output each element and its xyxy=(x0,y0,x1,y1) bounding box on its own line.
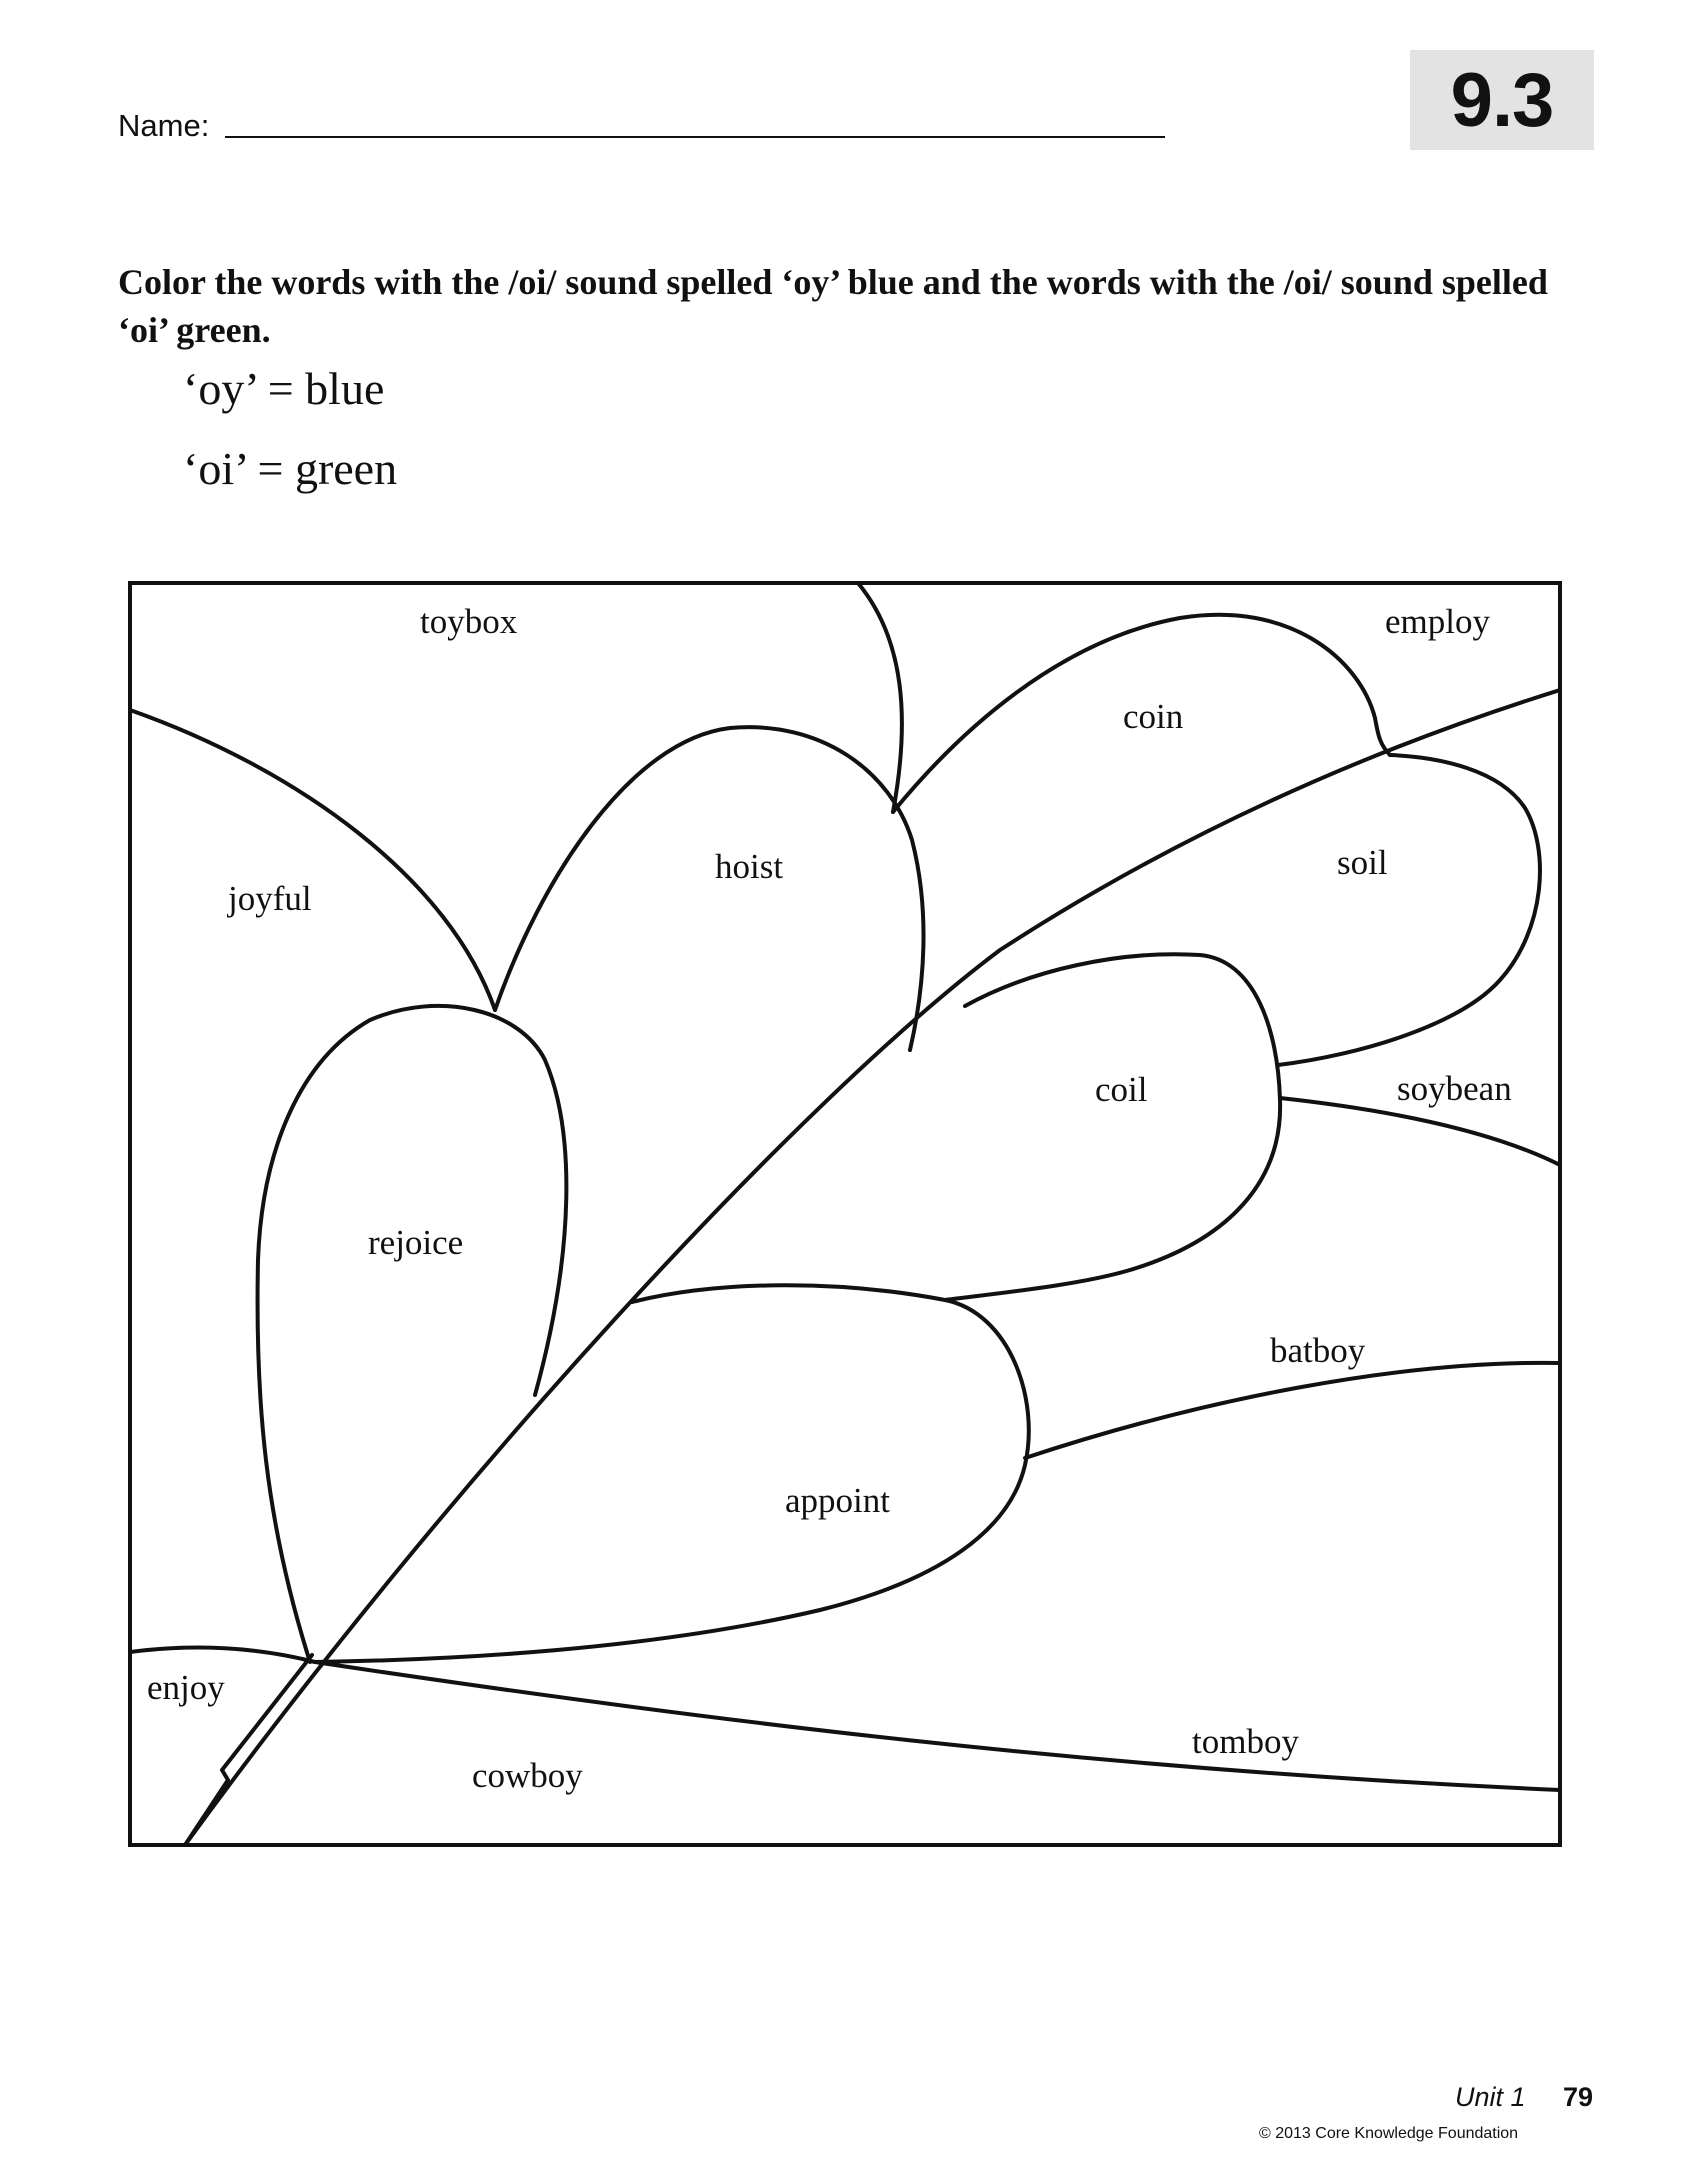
word-joyful: joyful xyxy=(228,879,312,918)
word-hoist: hoist xyxy=(715,847,784,886)
petal-rejoice xyxy=(258,1006,567,1662)
batboy-region-edge xyxy=(1025,1363,1560,1458)
lesson-badge: 9.3 xyxy=(1410,50,1594,150)
footer-unit: Unit 1 xyxy=(1455,2082,1526,2112)
word-soybean: soybean xyxy=(1397,1069,1512,1108)
name-label: Name: xyxy=(118,108,210,143)
word-employ: employ xyxy=(1385,602,1490,641)
word-enjoy: enjoy xyxy=(147,1668,225,1707)
word-appoint: appoint xyxy=(785,1481,890,1520)
footer-page-number: 79 xyxy=(1563,2082,1594,2112)
petal-coil xyxy=(945,954,1280,1300)
word-coil: coil xyxy=(1095,1070,1148,1109)
word-soil: soil xyxy=(1337,843,1388,882)
petal-soil xyxy=(1278,755,1540,1065)
key-oi-green: ‘oi’ = green xyxy=(183,443,398,494)
word-tomboy: tomboy xyxy=(1192,1722,1299,1761)
word-cowboy: cowboy xyxy=(472,1756,583,1795)
word-rejoice: rejoice xyxy=(368,1223,464,1262)
petal-hoist xyxy=(495,727,924,1050)
toybox-region-edge xyxy=(858,583,902,812)
word-toybox: toybox xyxy=(420,602,518,641)
key-oy-blue: ‘oy’ = blue xyxy=(183,363,385,414)
joyful-region-edge xyxy=(130,710,495,1010)
petal-appoint xyxy=(315,1285,1029,1662)
instructions: Color the words with the /oi/ sound spelled ‘oy’ blue and the words with the /oi/ sound spelled ‘oi’ green. xyxy=(118,262,1548,350)
soybean-region-edge xyxy=(1280,1098,1560,1165)
word-batboy: batboy xyxy=(1270,1331,1366,1370)
footer-copyright: © 2013 Core Knowledge Foundation xyxy=(1259,2125,1519,2142)
enjoy-region-edge xyxy=(130,1647,315,1662)
puzzle-frame xyxy=(130,583,1560,1845)
word-coin: coin xyxy=(1123,697,1184,736)
